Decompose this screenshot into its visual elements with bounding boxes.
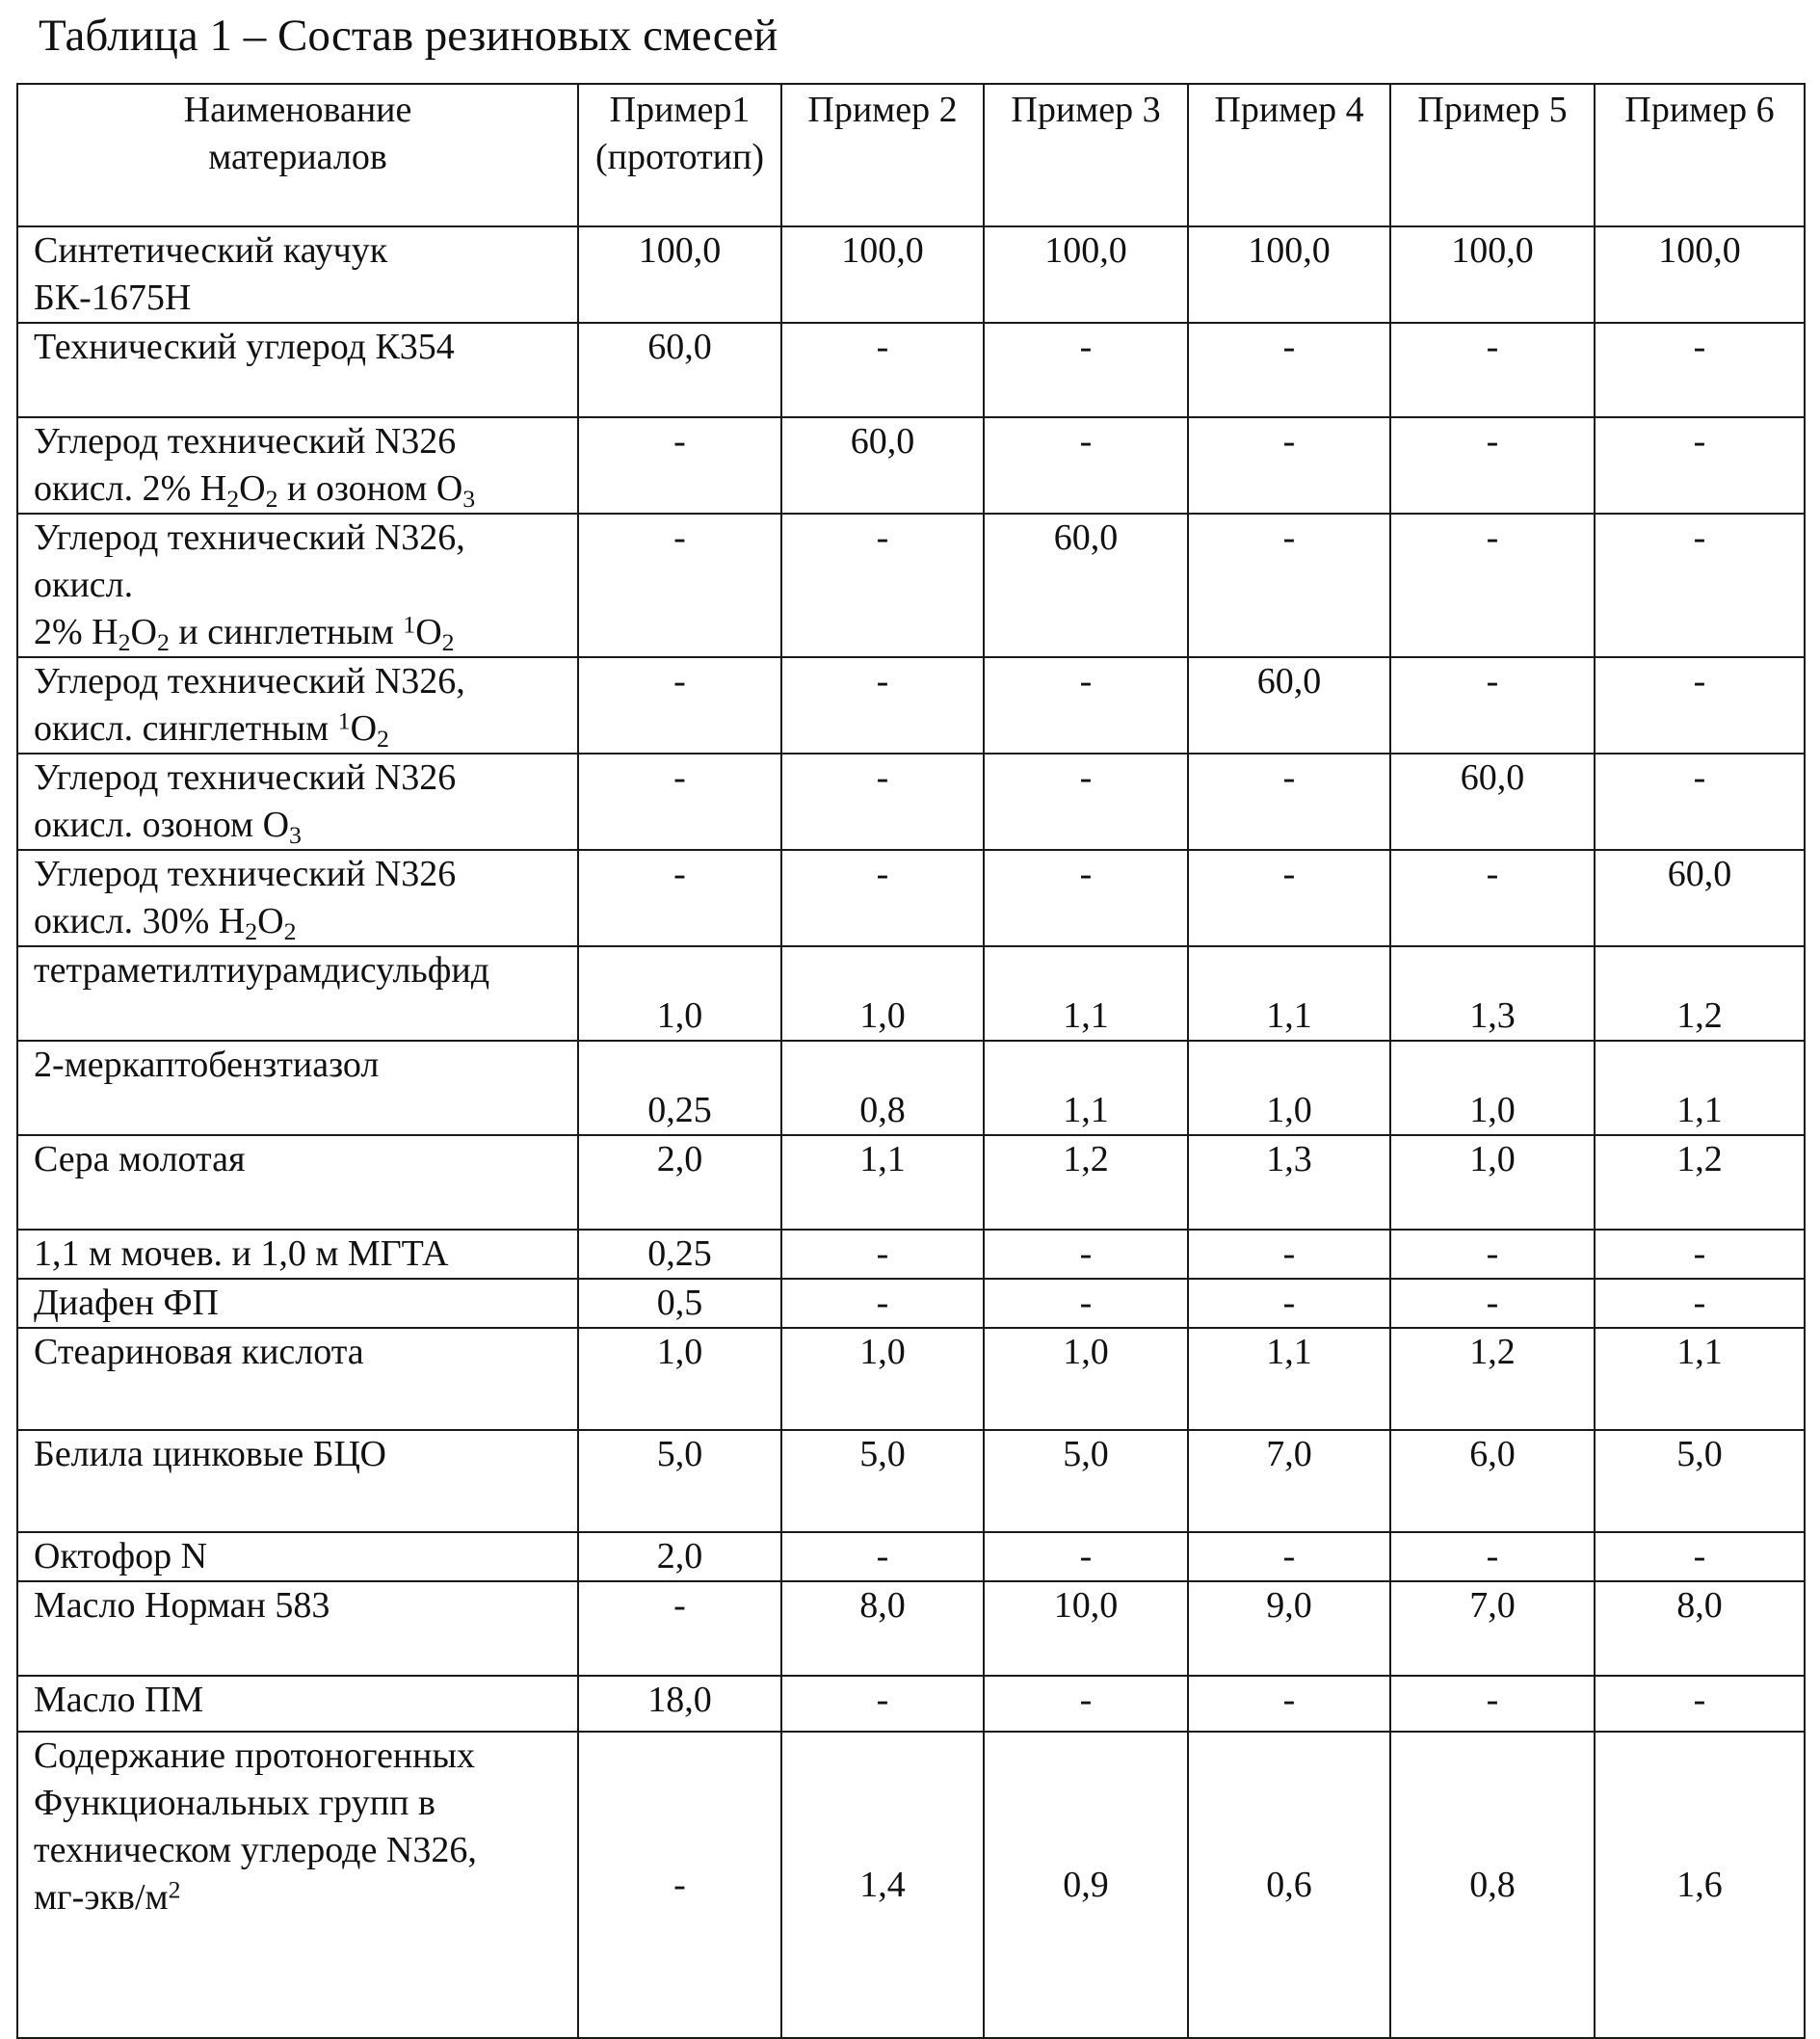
example-2-value: -	[781, 754, 984, 850]
example-2-value: 5,0	[781, 1430, 984, 1532]
example-4-value: 60,0	[1188, 657, 1390, 754]
example-2-value: 1,4	[781, 1732, 984, 2038]
subscript: 2	[118, 628, 131, 657]
example-3-value: -	[984, 323, 1188, 417]
example-2-value: 1,0	[781, 946, 984, 1041]
header-example-line: Пример 3	[1011, 90, 1161, 130]
composition-table	[16, 83, 1806, 2039]
subscript: 2	[245, 917, 258, 946]
example-5-value: -	[1390, 323, 1595, 417]
example-4-value: 0,6	[1188, 1732, 1390, 2038]
header-example-line: (прототип)	[594, 137, 765, 177]
example-1-value: -	[578, 850, 781, 946]
material-name-line: окисл. озоном $O_3$	[34, 805, 302, 850]
example-1-value: 1,0	[578, 946, 781, 1041]
example-5-value: -	[1390, 657, 1595, 754]
example-5-value: 1,2	[1390, 1328, 1595, 1430]
example-4-value: -	[1188, 1532, 1390, 1581]
example-3-value: -	[984, 1676, 1188, 1732]
example-3-value: 100,0	[984, 226, 1188, 323]
header-name-line: материалов	[208, 137, 387, 177]
table-row	[17, 226, 1805, 323]
material-name-cell	[17, 417, 578, 514]
table-row	[17, 323, 1805, 417]
table-row	[17, 1041, 1805, 1135]
example-1-value: 18,0	[578, 1676, 781, 1732]
header-example-2	[781, 84, 984, 226]
table-row	[17, 1430, 1805, 1532]
example-6-value: 100,0	[1595, 226, 1805, 323]
example-5-value: 6,0	[1390, 1430, 1595, 1532]
example-6-value: 1,2	[1595, 946, 1805, 1041]
header-example-line: Пример 2	[807, 90, 958, 130]
superscript: 1	[403, 610, 416, 639]
example-1-value: 0,25	[578, 1041, 781, 1135]
example-5-value: 100,0	[1390, 226, 1595, 323]
material-name-line: техническом углероде N326,	[34, 1830, 477, 1870]
example-1-value: -	[578, 657, 781, 754]
example-5-value: -	[1390, 514, 1595, 657]
example-5-value: 7,0	[1390, 1581, 1595, 1676]
table-row	[17, 1279, 1805, 1328]
example-3-value: 1,2	[984, 1135, 1188, 1230]
example-6-value: -	[1595, 323, 1805, 417]
example-6-value: 1,1	[1595, 1328, 1805, 1430]
example-6-value: 60,0	[1595, 850, 1805, 946]
material-name-cell	[17, 1328, 578, 1430]
example-6-value: -	[1595, 1279, 1805, 1328]
table-row	[17, 657, 1805, 754]
example-2-value: -	[781, 1230, 984, 1279]
example-6-value: 1,2	[1595, 1135, 1805, 1230]
example-4-value: 1,0	[1188, 1041, 1390, 1135]
subscript: 2	[265, 485, 278, 514]
example-6-value: -	[1595, 417, 1805, 514]
material-name-cell	[17, 1430, 578, 1532]
material-name-line: окисл. 2% $H_2O_2$ и озоном $O_3$	[34, 468, 476, 514]
example-6-value: -	[1595, 754, 1805, 850]
example-4-value: 9,0	[1188, 1581, 1390, 1676]
example-4-value: -	[1188, 850, 1390, 946]
example-4-value: -	[1188, 417, 1390, 514]
example-3-value: 1,1	[984, 1041, 1188, 1135]
material-name-cell	[17, 1135, 578, 1230]
example-4-value: 100,0	[1188, 226, 1390, 323]
table-row	[17, 417, 1805, 514]
material-name-line: окисл. синглетным $^1O_2$	[34, 706, 389, 754]
example-4-value: -	[1188, 1676, 1390, 1732]
example-6-value: 1,6	[1595, 1732, 1805, 2038]
example-1-value: 100,0	[578, 226, 781, 323]
table-row	[17, 946, 1805, 1041]
material-name-line: Функциональных групп в	[34, 1783, 435, 1823]
material-name-line: Углерод технический N326	[34, 421, 457, 462]
superscript: 2	[168, 1875, 181, 1904]
material-name-line: 2% $H_2O_2$ и синглетным $^1O_2$	[34, 610, 455, 657]
material-name-line: Синтетический каучук	[34, 230, 388, 271]
example-1-value: -	[578, 754, 781, 850]
material-name-line: 1,1 м мочев. и 1,0 м МГТА	[34, 1233, 449, 1274]
material-name-cell	[17, 514, 578, 657]
header-name-line: Наименование	[183, 90, 412, 130]
material-name-line: БК-1675Н	[34, 278, 192, 318]
example-3-value: 10,0	[984, 1581, 1188, 1676]
material-name-line: Стеариновая кислота	[34, 1332, 364, 1372]
material-name-line: Масло ПМ	[34, 1680, 204, 1720]
table-row	[17, 1328, 1805, 1430]
example-3-value: 60,0	[984, 514, 1188, 657]
example-1-value: -	[578, 1581, 781, 1676]
example-2-value: 1,1	[781, 1135, 984, 1230]
subscript: 3	[289, 821, 302, 850]
example-1-value: -	[578, 1732, 781, 2038]
table-row	[17, 1732, 1805, 2038]
example-2-value: -	[781, 323, 984, 417]
material-name-cell	[17, 850, 578, 946]
example-1-value: -	[578, 417, 781, 514]
material-name-line: Белила цинковые БЦО	[34, 1434, 386, 1474]
example-4-value: 1,1	[1188, 1328, 1390, 1430]
example-3-value: -	[984, 754, 1188, 850]
example-4-value: 7,0	[1188, 1430, 1390, 1532]
example-5-value: 0,8	[1390, 1732, 1595, 2038]
header-example-6	[1595, 84, 1805, 226]
header-example-1	[578, 84, 781, 226]
example-6-value: -	[1595, 1676, 1805, 1732]
table-row	[17, 1676, 1805, 1732]
material-name-cell	[17, 754, 578, 850]
header-example-4	[1188, 84, 1390, 226]
example-4-value: 1,1	[1188, 946, 1390, 1041]
example-2-value: 60,0	[781, 417, 984, 514]
example-3-value: -	[984, 850, 1188, 946]
example-1-value: 60,0	[578, 323, 781, 417]
header-name-cell	[17, 84, 578, 226]
material-name-line: тетраметилтиурамдисульфид	[34, 950, 490, 991]
subscript: 2	[441, 628, 455, 657]
material-name-line: окисл.	[34, 565, 134, 605]
example-5-value: 1,3	[1390, 946, 1595, 1041]
material-name-cell	[17, 1676, 578, 1732]
header-example-3	[984, 84, 1188, 226]
material-name-line: Углерод технический N326,	[34, 661, 465, 702]
example-3-value: -	[984, 1532, 1188, 1581]
material-name-cell	[17, 226, 578, 323]
example-5-value: -	[1390, 1532, 1595, 1581]
example-5-value: 60,0	[1390, 754, 1595, 850]
example-3-value: -	[984, 1279, 1188, 1328]
material-name-line: окисл. 30% $H_2O_2$	[34, 901, 297, 946]
header-example-5	[1390, 84, 1595, 226]
table-row	[17, 754, 1805, 850]
material-name-line: Сера молотая	[34, 1139, 246, 1179]
material-name-cell	[17, 1532, 578, 1581]
example-3-value: 1,1	[984, 946, 1188, 1041]
example-1-value: 0,25	[578, 1230, 781, 1279]
material-name-line: 2-меркаптобензтиазол	[34, 1045, 380, 1085]
material-name-line: Октофор N	[34, 1536, 208, 1576]
example-6-value: 8,0	[1595, 1581, 1805, 1676]
example-6-value: -	[1595, 514, 1805, 657]
material-name-line: Технический углерод К354	[34, 327, 455, 367]
table-row	[17, 1135, 1805, 1230]
example-4-value: -	[1188, 1279, 1390, 1328]
superscript: 1	[337, 706, 351, 735]
example-2-value: -	[781, 514, 984, 657]
example-5-value: 1,0	[1390, 1135, 1595, 1230]
example-5-value: 1,0	[1390, 1041, 1595, 1135]
subscript: 2	[377, 725, 389, 754]
material-name-cell	[17, 946, 578, 1041]
material-name-line: Содержание протоногенных	[34, 1735, 476, 1776]
example-2-value: 8,0	[781, 1581, 984, 1676]
example-3-value: 1,0	[984, 1328, 1188, 1430]
example-2-value: -	[781, 1532, 984, 1581]
example-2-value: -	[781, 1279, 984, 1328]
material-name-line: $мг-экв/м^2$	[34, 1875, 181, 1918]
example-6-value: -	[1595, 657, 1805, 754]
example-5-value: -	[1390, 1676, 1595, 1732]
material-name-line: Углерод технический N326,	[34, 517, 465, 558]
table-row	[17, 1581, 1805, 1676]
material-name-cell	[17, 1279, 578, 1328]
example-3-value: -	[984, 1230, 1188, 1279]
example-2-value: -	[781, 850, 984, 946]
table-row	[17, 1230, 1805, 1279]
material-name-line: Масло Норман 583	[34, 1585, 330, 1626]
example-1-value: 2,0	[578, 1532, 781, 1581]
example-1-value: 5,0	[578, 1430, 781, 1532]
example-1-value: 1,0	[578, 1328, 781, 1430]
example-2-value: -	[781, 657, 984, 754]
material-name-line: Диафен ФП	[34, 1283, 219, 1323]
example-4-value: -	[1188, 754, 1390, 850]
example-2-value: 100,0	[781, 226, 984, 323]
example-2-value: -	[781, 1676, 984, 1732]
example-2-value: 0,8	[781, 1041, 984, 1135]
subscript: 3	[462, 485, 476, 514]
subscript: 2	[226, 485, 240, 514]
example-6-value: -	[1595, 1230, 1805, 1279]
example-6-value: -	[1595, 1532, 1805, 1581]
table-caption: Таблица 1 – Состав резиновых смесей	[39, 11, 778, 61]
example-5-value: -	[1390, 850, 1595, 946]
header-example-line: Пример 6	[1624, 90, 1775, 130]
example-1-value: 2,0	[578, 1135, 781, 1230]
example-6-value: 5,0	[1595, 1430, 1805, 1532]
material-name-line: Углерод технический N326	[34, 757, 457, 798]
table-row	[17, 850, 1805, 946]
example-3-value: -	[984, 417, 1188, 514]
material-name-cell	[17, 323, 578, 417]
material-name-cell	[17, 1041, 578, 1135]
material-name-line: Углерод технический N326	[34, 854, 457, 894]
header-example-line: Пример 5	[1417, 90, 1568, 130]
example-1-value: 0,5	[578, 1279, 781, 1328]
subscript: 2	[156, 628, 170, 657]
table-row	[17, 1532, 1805, 1581]
example-3-value: 0,9	[984, 1732, 1188, 2038]
example-3-value: 5,0	[984, 1430, 1188, 1532]
subscript: 2	[283, 917, 297, 946]
material-name-cell	[17, 1230, 578, 1279]
example-4-value: -	[1188, 514, 1390, 657]
example-4-value: -	[1188, 1230, 1390, 1279]
material-name-cell	[17, 1581, 578, 1676]
table-row	[17, 514, 1805, 657]
example-3-value: -	[984, 657, 1188, 754]
example-6-value: 1,1	[1595, 1041, 1805, 1135]
example-5-value: -	[1390, 1230, 1595, 1279]
material-name-cell	[17, 1732, 578, 2038]
example-2-value: 1,0	[781, 1328, 984, 1430]
example-4-value: 1,3	[1188, 1135, 1390, 1230]
material-name-cell	[17, 657, 578, 754]
header-example-line: Пример1	[609, 90, 751, 130]
header-row	[17, 84, 1805, 226]
example-1-value: -	[578, 514, 781, 657]
header-example-line: Пример 4	[1214, 90, 1364, 130]
example-5-value: -	[1390, 417, 1595, 514]
example-5-value: -	[1390, 1279, 1595, 1328]
example-4-value: -	[1188, 323, 1390, 417]
